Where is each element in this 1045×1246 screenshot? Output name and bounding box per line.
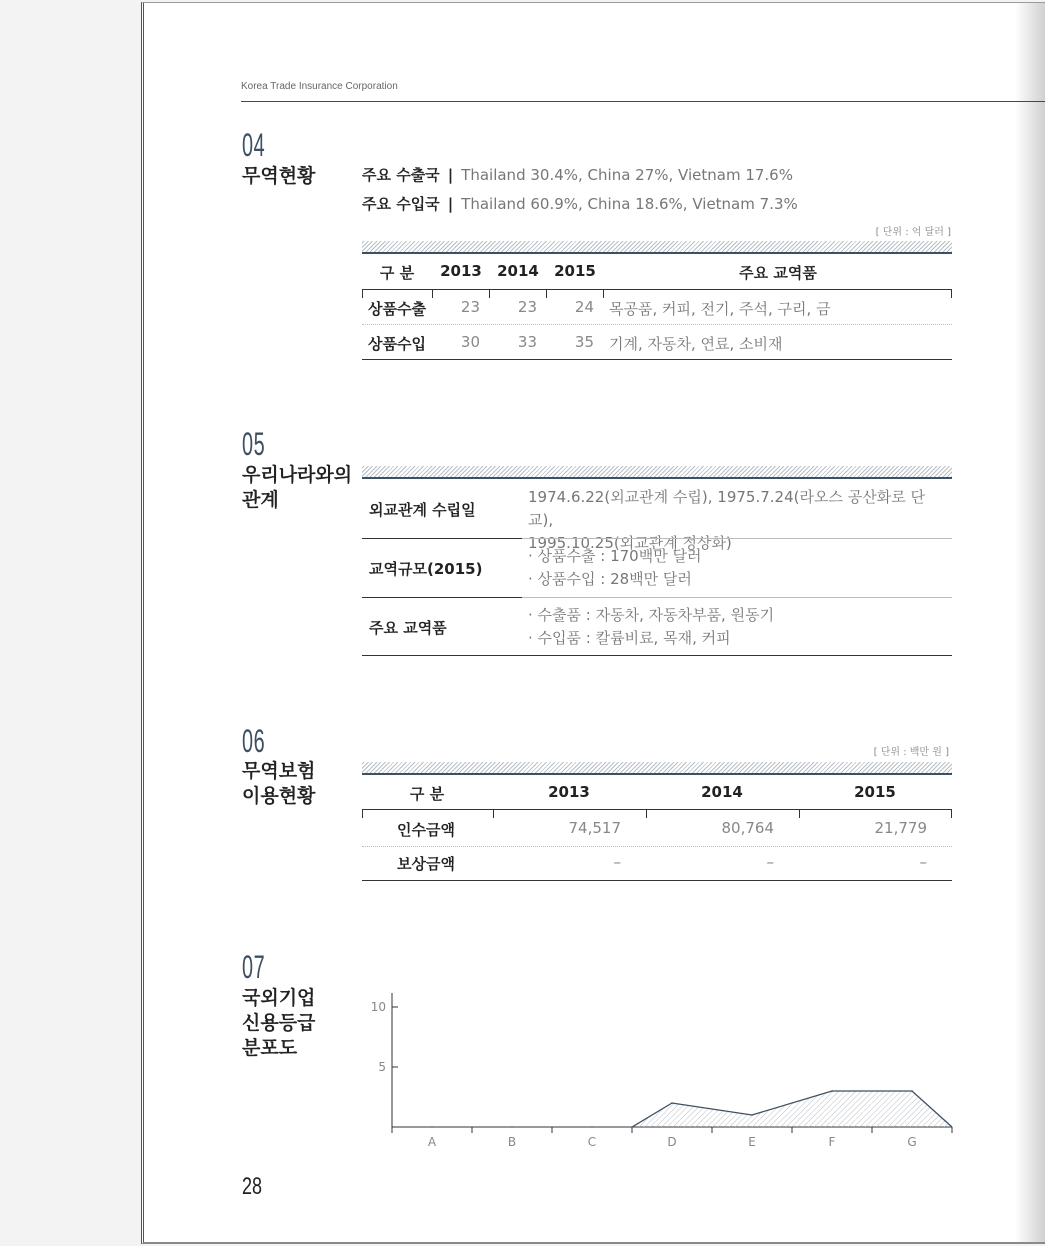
relation-value-trade-scale (528, 545, 948, 591)
insurance-table-bottom-rule (362, 880, 952, 881)
relation-value-line: · 수출품 : 자동차, 자동차부품, 원동기 (528, 606, 775, 624)
insurance-th-2013: 2013 (548, 783, 590, 801)
relation-value-line: · 수입품 : 칼륨비료, 목재, 커피 (528, 629, 731, 647)
relation-label-goods: 주요 교역품 (369, 619, 447, 637)
column-tick (799, 809, 800, 818)
section-05-title: 우리나라와의 관계 (242, 464, 353, 511)
column-tick (951, 289, 952, 298)
main-import-label: 주요 수입국 (362, 195, 440, 213)
data-point-C (591, 1126, 593, 1128)
trade-th-goods: 주요 교역품 (739, 264, 817, 282)
insurance-row-underwriting-2014: 80,764 (721, 819, 774, 837)
trade-row-import-2013: 30 (460, 333, 480, 351)
page-fold-shadow (1015, 3, 1045, 1242)
column-tick (432, 289, 433, 298)
x-tick-label: E (748, 1135, 756, 1149)
relation-label-divider (362, 538, 522, 539)
relation-value-goods (528, 604, 948, 650)
trade-row-export-label: 상품수출 (368, 300, 426, 318)
data-point-B (511, 1126, 513, 1128)
trade-th-category: 구 분 (379, 264, 415, 282)
main-export-row (362, 164, 793, 185)
relation-row-divider (522, 538, 952, 539)
insurance-th-2014: 2014 (701, 783, 743, 801)
main-export-value: Thailand 30.4%, China 27%, Vietnam 17.6% (461, 166, 793, 184)
insurance-table-unit: [ 단위 : 백만 원 ] (873, 747, 949, 758)
trade-th-2014: 2014 (497, 262, 539, 280)
insurance-row-divider (362, 846, 952, 847)
relation-label-divider (362, 597, 522, 598)
data-point-A (431, 1126, 433, 1128)
relation-value-line: 1995.10.25(외교관계 정상화) (528, 534, 732, 552)
relation-table-bottom-rule (362, 655, 952, 656)
x-tick-label: F (828, 1135, 836, 1149)
y-tick-label: 10 (370, 1000, 386, 1014)
section-07-number: 07 (242, 949, 266, 985)
data-point-G (911, 1090, 913, 1092)
separator-bar: | (447, 195, 454, 213)
relation-table-hatch-header (362, 466, 952, 479)
insurance-row-compensation-2014: – (766, 853, 774, 871)
data-point-E (751, 1114, 753, 1116)
trade-table-rule (362, 289, 952, 290)
column-tick (362, 289, 363, 298)
main-import-value: Thailand 60.9%, China 18.6%, Vietnam 7.3% (461, 195, 798, 213)
relation-label-diplomatic: 외교관계 수립일 (369, 501, 476, 519)
trade-row-export-2013: 23 (460, 298, 480, 316)
trade-th-2015: 2015 (554, 262, 596, 280)
trade-row-import-2014: 33 (517, 333, 537, 351)
main-import-row (362, 193, 798, 214)
trade-row-export-2015: 24 (574, 298, 594, 316)
x-tick-label: B (507, 1135, 517, 1149)
insurance-row-compensation-2015: – (919, 853, 927, 871)
relation-row-divider (522, 597, 952, 598)
relation-value-line: 1974.6.22(외교관계 수립), 1975.7.24(라오스 공산화로 단교), (528, 488, 925, 529)
section-06-number: 06 (242, 723, 266, 759)
main-export-label: 주요 수출국 (362, 166, 440, 184)
column-tick (951, 809, 952, 818)
trade-table-bottom-rule (362, 359, 952, 360)
trade-row-import-2015: 35 (574, 333, 594, 351)
column-tick (362, 809, 363, 818)
data-point-F (831, 1090, 833, 1092)
section-07-title: 국외기업 신용등급 분포도 (242, 987, 316, 1059)
section-04-number: 04 (242, 127, 266, 163)
separator-bar: | (447, 166, 454, 184)
y-tick-label: 5 (378, 1060, 386, 1074)
header-rule (241, 101, 1045, 102)
column-tick (489, 289, 490, 298)
trade-row-export-2014: 23 (517, 298, 537, 316)
header-org-name: Korea Trade Insurance Corporation (241, 81, 398, 92)
insurance-row-underwriting-label: 인수금액 (397, 821, 455, 839)
insurance-row-compensation-label: 보상금액 (397, 855, 455, 873)
column-tick (603, 289, 604, 298)
column-tick (646, 809, 647, 818)
relation-value-line: · 상품수입 : 28백만 달러 (528, 570, 692, 588)
insurance-row-compensation-2013: – (613, 853, 621, 871)
x-tick-label: A (427, 1135, 437, 1149)
trade-row-import-goods: 기계, 자동차, 연료, 소비재 (609, 335, 783, 353)
trade-table-hatch-header (362, 241, 952, 254)
section-04-title: 무역현황 (242, 165, 316, 187)
section-06-title: 무역보험 이용현황 (242, 760, 316, 807)
section-05-number: 05 (242, 426, 266, 462)
trade-row-export-goods: 목공품, 커피, 전기, 주석, 구리, 금 (609, 300, 831, 318)
trade-th-2013: 2013 (440, 262, 482, 280)
credit-rating-chart (354, 993, 964, 1158)
column-tick (493, 809, 494, 818)
trade-row-divider (362, 324, 952, 325)
area-fill (632, 1091, 952, 1127)
insurance-table-hatch-header (362, 762, 952, 775)
x-tick-label: D (667, 1135, 677, 1149)
data-point-D (671, 1102, 673, 1104)
x-tick-label: C (587, 1135, 597, 1149)
insurance-table-rule (362, 809, 952, 810)
column-tick (546, 289, 547, 298)
trade-table-unit: [ 단위 : 억 달러 ] (875, 227, 951, 238)
trade-row-import-label: 상품수입 (368, 335, 426, 353)
insurance-row-underwriting-2015: 21,779 (874, 819, 927, 837)
insurance-row-underwriting-2013: 74,517 (568, 819, 621, 837)
insurance-th-category: 구 분 (409, 785, 445, 803)
insurance-th-2015: 2015 (854, 783, 896, 801)
document-page (141, 2, 1045, 1244)
x-tick-label: G (907, 1135, 917, 1149)
relation-label-trade-scale: 교역규모(2015) (369, 560, 483, 578)
page-number: 28 (242, 1173, 263, 1200)
relation-value-line: · 상품수출 : 170백만 달러 (528, 547, 702, 565)
